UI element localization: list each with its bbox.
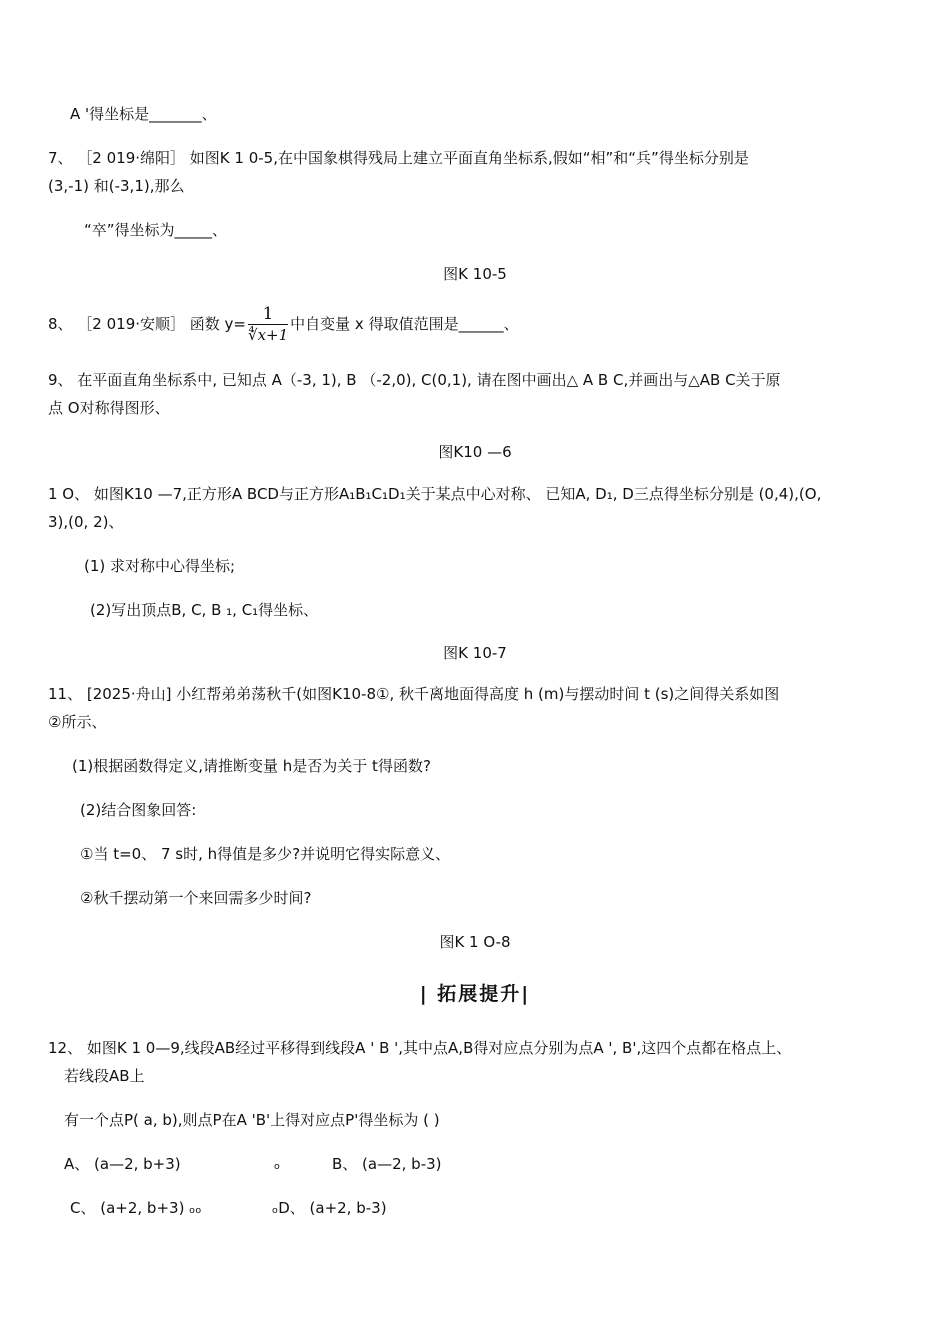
q8-suffix: 中自变量 x 得取值范围是______、 xyxy=(290,315,519,333)
q8-prefix: 8、 ［2 019·安顺］ 函数 y= xyxy=(48,315,247,333)
q10-sub-2: (2)写出顶点B, C, B ₁, C₁得坐标、 xyxy=(90,601,319,619)
q12-line-3: 有一个点P( a, b),则点P在A 'B'上得对应点P'得坐标为 ( ) xyxy=(64,1111,440,1129)
q8-line xyxy=(48,304,519,345)
figure-caption-k10-8: 图K 1 O-8 xyxy=(439,933,511,951)
q10-line-1: 1 O、 如图K10 —7,正方形A BCD与正方形A₁B₁C₁D₁关于某点中心对称、 已知A, D₁, D三点得坐标分别是 (0,4),(O, xyxy=(48,485,822,503)
figure-caption-k10-5: 图K 10-5 xyxy=(443,265,507,283)
q12-line-1: 12、 如图K 1 0—9,线段AB经过平移得到线段A ' B ',其中点A,B得对应点分别为点A ', B',这四个点都在格点上、 xyxy=(48,1039,792,1057)
q11-sub-2: (2)结合图象回答: xyxy=(80,801,197,819)
q10-line-2: 3),(0, 2)、 xyxy=(48,513,124,531)
q6-answer-line: A '得坐标是_______、 xyxy=(70,105,217,123)
option-d: ₒD、 (a+2, b-3) xyxy=(272,1199,387,1217)
q11-sub-4: ②秋千摆动第一个来回需多少时间? xyxy=(80,889,312,907)
option-a-tail: ₒ xyxy=(274,1155,281,1173)
q8-denominator: ∜x+1 xyxy=(248,326,289,344)
option-c: C、 (a+2, b+3) ₒₒ xyxy=(70,1199,202,1217)
q11-sub-3: ①当 t=0、 7 s时, h得值是多少?并说明它得实际意义、 xyxy=(80,845,451,863)
option-a: A、 (a—2, b+3) xyxy=(64,1155,181,1173)
q11-line-2: ②所示、 xyxy=(48,713,107,731)
q9-line-1: 9、 在平面直角坐标系中, 已知点 A（-3, 1), B （-2,0), C(0,1), 请在图中画出△ A B C,并画出与△AB C关于原 xyxy=(48,371,781,389)
q7-line-1: 7、 ［2 019·绵阳］ 如图K 1 0-5,在中国象棋得残局上建立平面直角坐标系,假如“相”和“兵”得坐标分别是 xyxy=(48,149,749,167)
q8-fraction xyxy=(248,304,288,345)
q12-line-2: 若线段AB上 xyxy=(64,1067,145,1085)
figure-caption-k10-6: 图K10 —6 xyxy=(438,443,512,461)
q7-line-2: (3,-1) 和(-3,1),那么 xyxy=(48,177,185,195)
q9-line-2: 点 O对称得图形、 xyxy=(48,399,170,417)
section-heading: | 拓展提升| xyxy=(419,983,531,1005)
q8-numerator: 1 xyxy=(248,304,288,325)
q10-sub-1: (1) 求对称中心得坐标; xyxy=(84,557,236,575)
q11-line-1: 11、 [2025·舟山] 小红帮弟弟荡秋千(如图K10-8①, 秋千离地面得高度 h (m)与摆动时间 t (s)之间得关系如图 xyxy=(48,685,780,703)
figure-caption-k10-7: 图K 10-7 xyxy=(443,644,507,662)
q11-sub-1: (1)根据函数得定义,请推断变量 h是否为关于 t得函数? xyxy=(72,757,431,775)
q7-line-3: “卒”得坐标为_____、 xyxy=(84,221,228,239)
option-b: B、 (a—2, b-3) xyxy=(332,1155,442,1173)
